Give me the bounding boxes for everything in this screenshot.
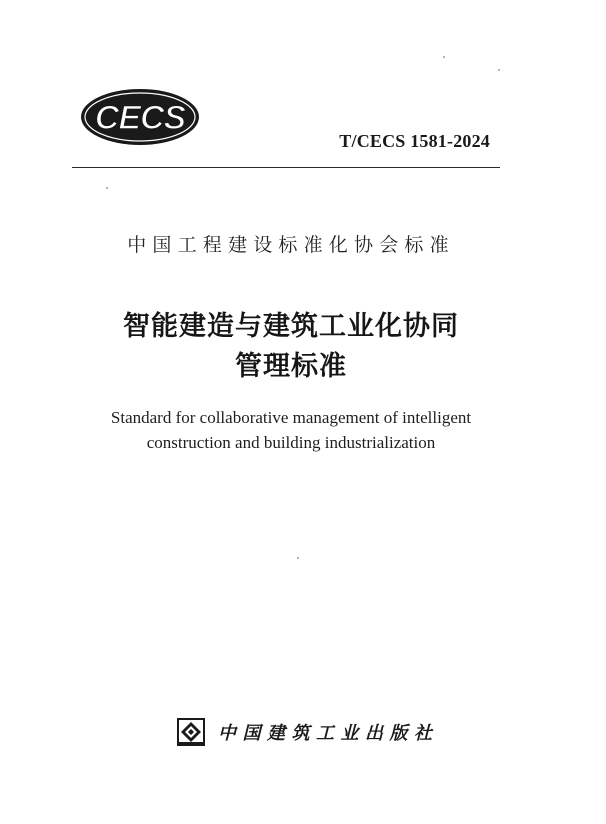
- cecs-logo: [80, 88, 200, 146]
- publisher-name: 中国建筑工业出版社: [218, 723, 439, 744]
- logo-text: CECS: [94, 99, 186, 137]
- title-chinese-line-2: 管理标准: [235, 351, 347, 382]
- standard-category: 中国工程建设标准化协会标准: [127, 234, 455, 256]
- scan-speck: [106, 187, 108, 189]
- title-english-line-2: construction and building industrialization: [146, 433, 436, 452]
- scan-speck: [443, 56, 445, 58]
- standard-number: T/CECS 1581-2024: [339, 131, 490, 151]
- title-chinese-line-1: 智能建造与建筑工业化协同: [123, 311, 459, 342]
- scan-speck: [498, 69, 500, 71]
- scan-speck: [297, 557, 299, 559]
- title-english-line-1: Standard for collaborative management of intelligent: [110, 408, 472, 427]
- header-divider: [72, 167, 500, 168]
- publisher-logo-icon: [177, 718, 205, 746]
